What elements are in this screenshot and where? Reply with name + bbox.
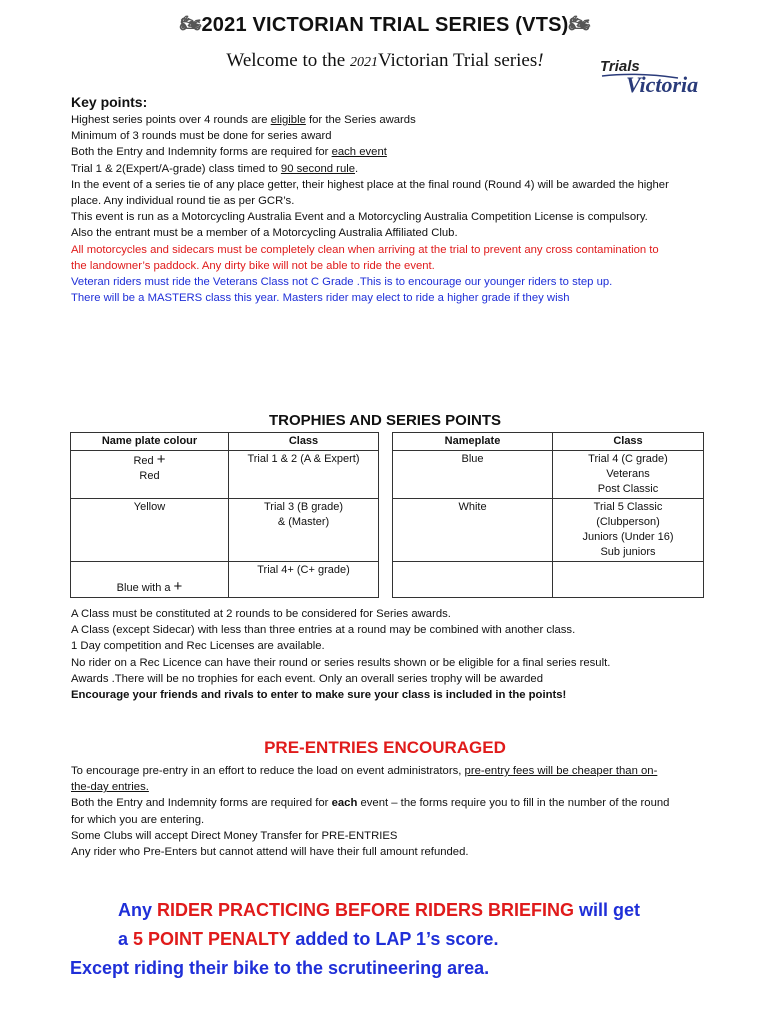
pre-entries-text <box>71 763 671 860</box>
table-cell <box>229 499 379 562</box>
key-point: Minimum of 3 rounds must be done for series award <box>71 130 332 143</box>
table-gap <box>379 451 393 499</box>
penalty-line <box>70 896 710 925</box>
pre-entry-line: Any rider who Pre-Enters but cannot attend will have their full amount refunded. <box>71 846 469 859</box>
table-gap <box>379 499 393 562</box>
text: . <box>355 162 359 175</box>
table-header-row <box>71 433 704 451</box>
text: Any <box>118 900 158 920</box>
text-red: RIDER PRACTICING BEFORE RIDERS BRIEFING <box>157 900 575 920</box>
text: (Clubperson) <box>596 516 660 528</box>
table-row <box>71 451 704 499</box>
text: Both the Entry and Indemnity forms are required for <box>71 797 332 810</box>
pre-entry-line <box>71 795 671 827</box>
motorcycle-icon: 🏍︎ <box>179 14 202 33</box>
table-cell <box>71 562 229 598</box>
text: & (Master) <box>277 516 330 528</box>
table-cell: Trial 4+ (C+ grade) <box>229 562 379 598</box>
key-point <box>71 161 671 177</box>
table-cell: Trial 1 & 2 (A & Expert) <box>229 451 379 499</box>
text: will get <box>574 900 641 920</box>
note-bold: Encourage your friends and rivals to enter to make sure your class is included in the points! <box>71 689 567 702</box>
table-header: Name plate colour <box>71 433 229 451</box>
text: Trial 4 (C grade) <box>588 453 668 465</box>
note: Awards .There will be no trophies for each event. Only an overall series trophy will be awarded <box>71 672 543 685</box>
text: To encourage pre-entry in an effort to reduce the load on event administrators, <box>71 765 465 777</box>
text: Juniors (Under 16) <box>582 531 674 543</box>
welcome-year: 2021 <box>349 55 378 70</box>
table-cell <box>553 562 704 598</box>
text-bold: each <box>331 797 358 810</box>
table-cell <box>553 451 704 499</box>
penalty-line <box>70 925 710 954</box>
key-point-blue: There will be a MASTERS class this year. Masters rider may elect to ride a higher grade if they wish <box>71 292 570 305</box>
text: Post Classic <box>597 483 659 495</box>
table-header: Class <box>229 433 379 451</box>
pre-entry-line <box>71 763 671 795</box>
text: Sub juniors <box>600 546 656 558</box>
plus-sign: + <box>173 578 183 595</box>
text: Trial 3 (B grade) <box>263 501 344 513</box>
key-points-heading: Key points: <box>71 94 148 110</box>
welcome-text-2: Victorian Trial series <box>377 50 538 71</box>
key-point: In the event of a series tie of any place getter, their highest place at the final round (Round 4) will be awarded the higher place. Any individual round tie as per GCR’s. <box>71 178 669 208</box>
key-point-blue: Veteran riders must ride the Veterans Class not C Grade .This is to encourage our younger riders to step up. <box>71 276 613 289</box>
text: added to LAP 1’s score. <box>290 929 499 949</box>
text: Trial 5 Classic <box>593 501 663 513</box>
text-underlined: eligible <box>270 114 306 126</box>
key-point <box>71 112 671 128</box>
logo-text-victoria: Victoria <box>626 72 699 96</box>
text-underlined: 90 second rule <box>280 162 356 175</box>
table-header: Nameplate <box>393 433 553 451</box>
note: No rider on a Rec Licence can have their round or series results shown or be eligible for a final series result. <box>71 656 611 669</box>
table-row <box>71 562 704 598</box>
plus-sign: + <box>156 451 166 468</box>
table-gap <box>379 433 393 451</box>
table-cell: Blue <box>393 451 553 499</box>
text-red: 5 POINT PENALTY <box>133 929 291 949</box>
text: Red <box>133 455 154 467</box>
text-underlined: pre-entry fees will be cheaper than on-the-day entries. <box>71 765 658 794</box>
pre-entries-title: PRE-ENTRIES ENCOURAGED <box>264 738 506 757</box>
text: Both the Entry and Indemnity forms are required for <box>71 146 332 159</box>
trials-victoria-logo <box>598 54 722 96</box>
key-point: This event is run as a Motorcycling Australia Event and a Motorcycling Australia Competition License is compulsory. Also the entrant must be a member of a Motorcycling Australia Affiliated Club. <box>71 211 648 240</box>
text: Highest series points over 4 rounds are <box>71 114 271 126</box>
table-cell: Yellow <box>71 499 229 562</box>
series-notes <box>71 606 671 703</box>
text: for the Series awards <box>305 114 416 126</box>
table-cell <box>71 451 229 499</box>
text: Red <box>139 470 160 482</box>
note: A Class must be constituted at 2 rounds to be considered for Series awards. <box>71 608 451 620</box>
text: event – the forms require you to fill in the number of the round for which you are entering. <box>71 797 670 826</box>
table-row <box>71 499 704 562</box>
table-header: Class <box>553 433 704 451</box>
trophies-title: TROPHIES AND SERIES POINTS <box>269 412 501 429</box>
title-text: 2021 VICTORIAN TRIAL SERIES (VTS) <box>201 14 569 36</box>
text: Blue with a <box>116 582 174 594</box>
document-title <box>0 14 770 37</box>
text-underlined: each event <box>331 146 387 159</box>
motorcycle-icon: 🏍︎ <box>568 14 591 33</box>
penalty-line: Except riding their bike to the scrutineering area. <box>70 958 490 978</box>
text: Trial 1 & 2(Expert/A-grade) class timed to <box>71 162 281 175</box>
pre-entry-line: Some Clubs will accept Direct Money Transfer for PRE-ENTRIES <box>71 829 398 842</box>
penalty-notice <box>70 896 710 983</box>
note: A Class (except Sidecar) with less than three entries at a round may be combined with another class. <box>71 624 576 637</box>
trophies-table <box>70 432 704 598</box>
welcome-text: Welcome to the <box>226 50 350 71</box>
table-gap <box>379 562 393 598</box>
table-cell <box>393 562 553 598</box>
key-point-red: All motorcycles and sidecars must be completely clean when arriving at the trial to prevent any cross contamination to the landowner’s paddock. Any dirty bike will not be able to ride the event. <box>71 243 659 272</box>
key-points-list <box>71 112 671 306</box>
logo-text-trials: Trials <box>600 58 640 75</box>
note: 1 Day competition and Rec Licenses are available. <box>71 640 325 653</box>
table-cell <box>553 499 704 562</box>
table-cell: White <box>393 499 553 562</box>
text: a <box>118 929 134 949</box>
key-point <box>71 144 671 160</box>
welcome-exclaim: ! <box>537 50 544 71</box>
text: Veterans <box>606 468 650 480</box>
